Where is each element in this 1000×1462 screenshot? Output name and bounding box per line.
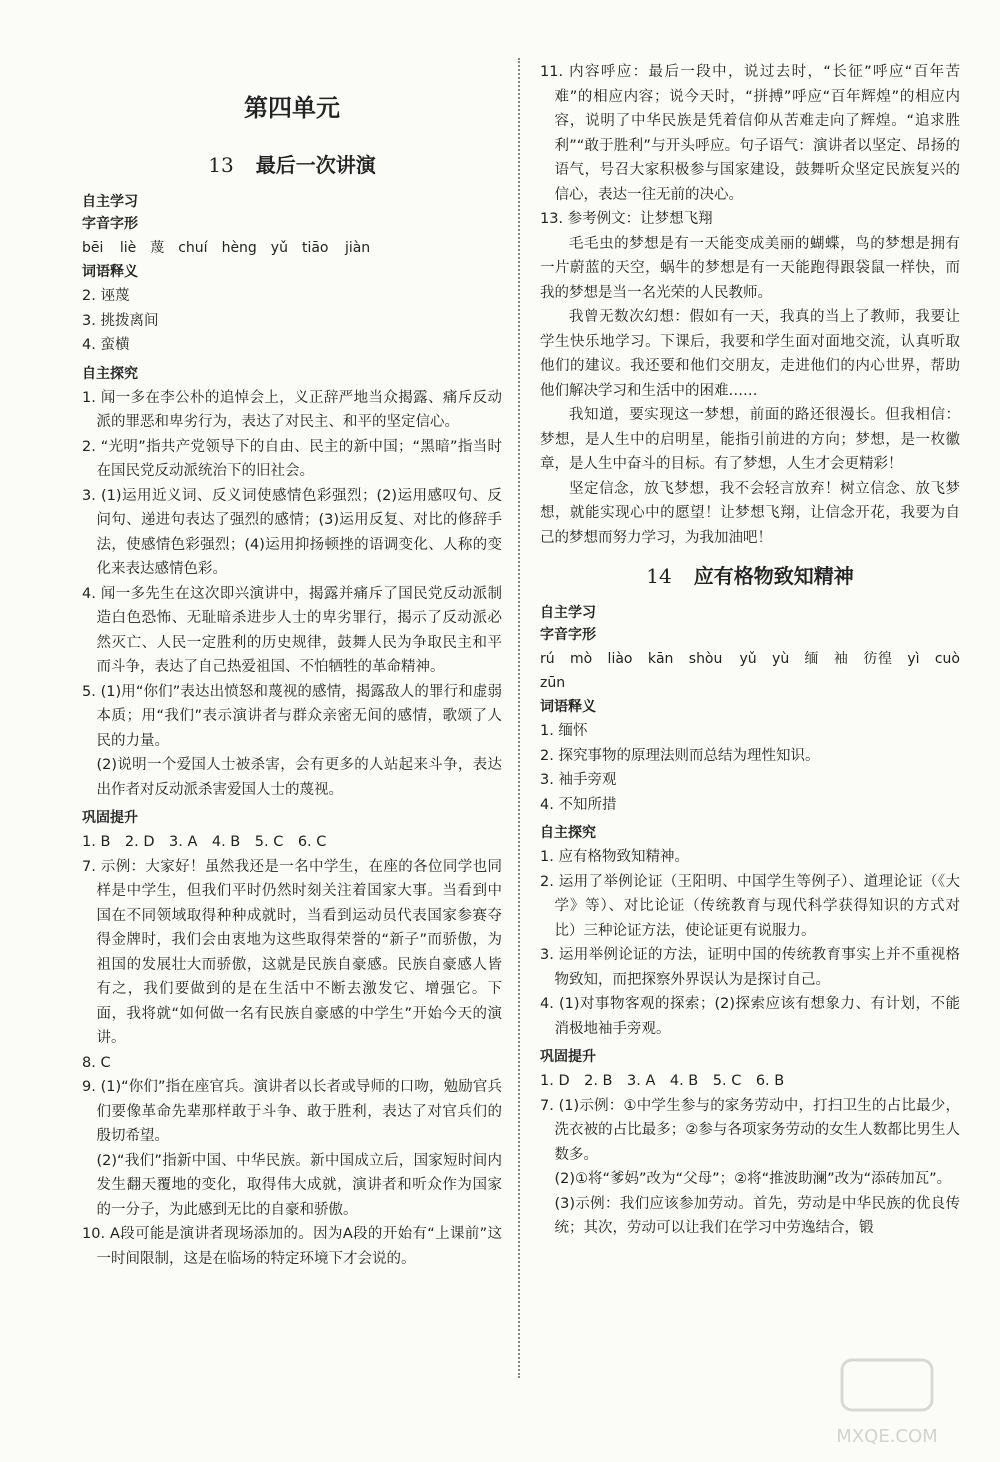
essay-paragraph: 我知道，要实现这一梦想，前面的路还很漫长。但我相信：梦想，是人生中的启明星，能指引前进的方向；梦想，是一枚徽章，是人生中奋斗的目标。有了梦想，人生才会更精彩！ xyxy=(540,407,960,472)
subsection-heading: 字音字形 xyxy=(82,216,138,232)
essay-paragraph: 毛毛虫的梦想是有一天能变成美丽的蝴蝶，鸟的梦想是拥有一片蔚蓝的天空，蜗牛的梦想是有一天能跑得跟袋鼠一样快，而我的梦想是当一名光荣的人民教师。 xyxy=(540,235,960,301)
answer-item: 10. A段可能是演讲者现场添加的。因为A段的开始有“上课前”这一时间限制，这是在临场的特定环境下才会说的。 xyxy=(82,1226,502,1267)
answer-item: (2)说明一个爱国人士被杀害，会有更多的人站起来斗争，表达出作者对反动派杀害爱国人士的蔑视。 xyxy=(96,757,502,798)
vocab-item: 2. 诬蔑 xyxy=(82,288,130,304)
lesson-name: 应有格物致知精神 xyxy=(693,564,854,588)
column-divider xyxy=(518,58,520,1378)
subsection-heading: 词语释义 xyxy=(540,699,596,715)
vocab-item: 3. 挑拨离间 xyxy=(82,312,159,329)
pinyin-line: bēi liè 蔑 chuí hèng yǔ tiāo jiàn xyxy=(82,240,371,256)
lesson-number: 13 xyxy=(208,153,234,177)
site-watermark xyxy=(802,1352,972,1452)
section-heading: 自主探究 xyxy=(540,825,596,841)
choice-answers: 1. D 2. B 3. A 4. B 5. C 6. B xyxy=(540,1073,785,1089)
lesson-14-title xyxy=(540,560,960,589)
vocab-item: 2. 探究事物的原理法则而总结为理性知识。 xyxy=(540,747,820,764)
subsection-heading: 字音字形 xyxy=(540,627,596,643)
watermark-text: MXQE.COM xyxy=(836,1426,938,1447)
lesson-name: 最后一次讲演 xyxy=(255,153,376,177)
answer-item: 11. 内容呼应：最后一段中，说过去时，“长征”呼应“百年苦难”的相应内容；说今天时，“拼搏”呼应“百年辉煌”的相应内容，说明了中华民族是凭着信仰从苦难走向了辉煌。“追求胜利”“敢于胜利”与开头呼应。句子语气：演讲者以坚定、昂扬的语气，号召大家积极参与国家建设，鼓舞听众坚定民族复兴的信心，表达一往无前的决心。 xyxy=(540,64,960,203)
answer-item: (2)①将“爹妈”改为“父母”；②将“推波助澜”改为“添砖加瓦”。 xyxy=(554,1171,952,1187)
subsection-heading: 词语释义 xyxy=(82,264,138,280)
essay-paragraph: 我曾无数次幻想：假如有一天，我真的当上了教师，我要让学生快乐地学习。下课后，我要和学生面对面地交流，认真听取他们的建议。我还要和他们交朋友，走进他们的内心世界，帮助他们解决学习和生活中的困难…… xyxy=(540,309,960,399)
answer-item: (3)示例：我们应该参加劳动。首先，劳动是中华民族的优良传统；其次，劳动可以让我们在学习中劳逸结合，锻 xyxy=(554,1195,960,1236)
answer-item: (2)“我们”指新中国、中华民族。新中国成立后，国家短时间内发生翻天覆地的变化，取得伟大成就，演讲者和听众作为国家的一分子，为此感到无比的自豪和骄傲。 xyxy=(96,1152,502,1218)
choice-answers: 1. B 2. D 3. A 4. B 5. C 6. C xyxy=(82,834,327,850)
section-heading: 自主学习 xyxy=(82,194,138,210)
section-heading: 自主学习 xyxy=(540,605,596,621)
lesson-number: 14 xyxy=(646,564,672,588)
section-heading: 巩固提升 xyxy=(82,810,138,826)
vocab-item: 3. 袖手旁观 xyxy=(540,772,617,788)
answer-item: 1. 闻一多在李公朴的追悼会上，义正辞严地当众揭露、痛斥反动派的罪恶和卑劣行为，表达了对民主、和平的坚定信心。 xyxy=(82,389,502,430)
answer-item: 3. 运用举例论证的方法，证明中国的传统教育事实上并不重视格物致知，而把探察外界误认为是探讨自己。 xyxy=(540,947,960,988)
answer-item: 3. (1)运用近义词、反义词使感情色彩强烈；(2)运用感叹句、反问句、递进句表达了强烈的感情；(3)运用反复、对比的修辞手法，使感情色彩强烈；(4)运用抑扬顿挫的语调变化、人称的变化来表达感情色彩。 xyxy=(82,487,502,577)
lesson-13-title xyxy=(82,149,502,178)
right-column xyxy=(540,60,974,1241)
answer-item: 2. “光明”指共产党领导下的自由、民主的新中国；“黑暗”指当时在国民党反动派统治下的旧社会。 xyxy=(82,438,502,479)
answer-item: 9. (1)“你们”指在座官兵。演讲者以长者或导师的口吻，勉励官兵们要像革命先辈那样敢于斗争、敢于胜利，表达了对官兵们的殷切希望。 xyxy=(82,1079,502,1144)
essay-heading: 13. 参考例文：让梦想飞翔 xyxy=(540,211,713,227)
unit-title: 第四单元 xyxy=(244,93,340,122)
section-heading: 巩固提升 xyxy=(540,1049,596,1065)
pinyin-line: rú mò liào kān shòu yǔ yù 缅 袖 彷徨 yì cuò zūn xyxy=(540,651,974,691)
answer-item: 7. 示例：大家好！虽然我还是一名中学生，在座的各位同学也同样是中学生，但我们平时仍然时刻关注着国家大事。当看到中国在不同领域取得种种成就时，当看到运动员代表国家参赛夺得金牌时，我们会由衷地为这些取得荣誉的“新子”而骄傲，为祖国的发展壮大而骄傲，这就是民族自豪感。民族自豪感人皆有之，我们要做到的是在生活中不断去激发它、增强它。下面，我将就“如何做一名有民族自豪感的中学生”开始今天的演讲。 xyxy=(82,858,502,1046)
answer-item: 1. 应有格物致知精神。 xyxy=(540,849,689,865)
vocab-item: 1. 缅怀 xyxy=(540,723,588,739)
answer-item: 4. 闻一多先生在这次即兴演讲中，揭露并痛斥了国民党反动派制造白色恐怖、无耻暗杀进步人士的卑劣罪行，揭示了反动派必然灭亡、人民一定胜利的历史规律，鼓舞人民为争取民主和平而斗争，表达了自己热爱祖国、不怕牺牲的革命精神。 xyxy=(82,585,502,675)
left-column xyxy=(82,60,502,1271)
essay-paragraph: 坚定信念，放飞梦想，我不会轻言放弃！树立信念、放飞梦想，就能实现心中的愿望！让梦想飞翔，让信念开花，我要为自己的梦想而努力学习，为我加油吧！ xyxy=(540,480,960,546)
section-heading: 自主探究 xyxy=(82,365,138,382)
answer-item: 2. 运用了举例论证（王阳明、中国学生等例子）、道理论证（《大学》等）、对比论证（传统教育与现代科学获得知识的方式对比）三种论证方法，使论证更有说服力。 xyxy=(540,873,960,939)
answer-item: 4. (1)对事物客观的探索；(2)探索应该有想象力、有计划，不能消极地袖手旁观。 xyxy=(540,996,960,1037)
answer-item: 8. C xyxy=(82,1054,111,1071)
vocab-item: 4. 不知所措 xyxy=(540,796,617,813)
vocab-item: 4. 蛮横 xyxy=(82,337,130,353)
answer-item: 7. (1)示例：①中学生参与的家务劳动中，打扫卫生的占比最少，洗衣被的占比最多；②参与各项家务劳动的女生人数都比男生人数多。 xyxy=(540,1097,960,1163)
answer-item: 5. (1)用“你们”表达出愤怒和蔑视的感情，揭露敌人的罪行和虚弱本质；用“我们”表示演讲者与群众亲密无间的感情，歌颂了人民的力量。 xyxy=(82,683,502,749)
